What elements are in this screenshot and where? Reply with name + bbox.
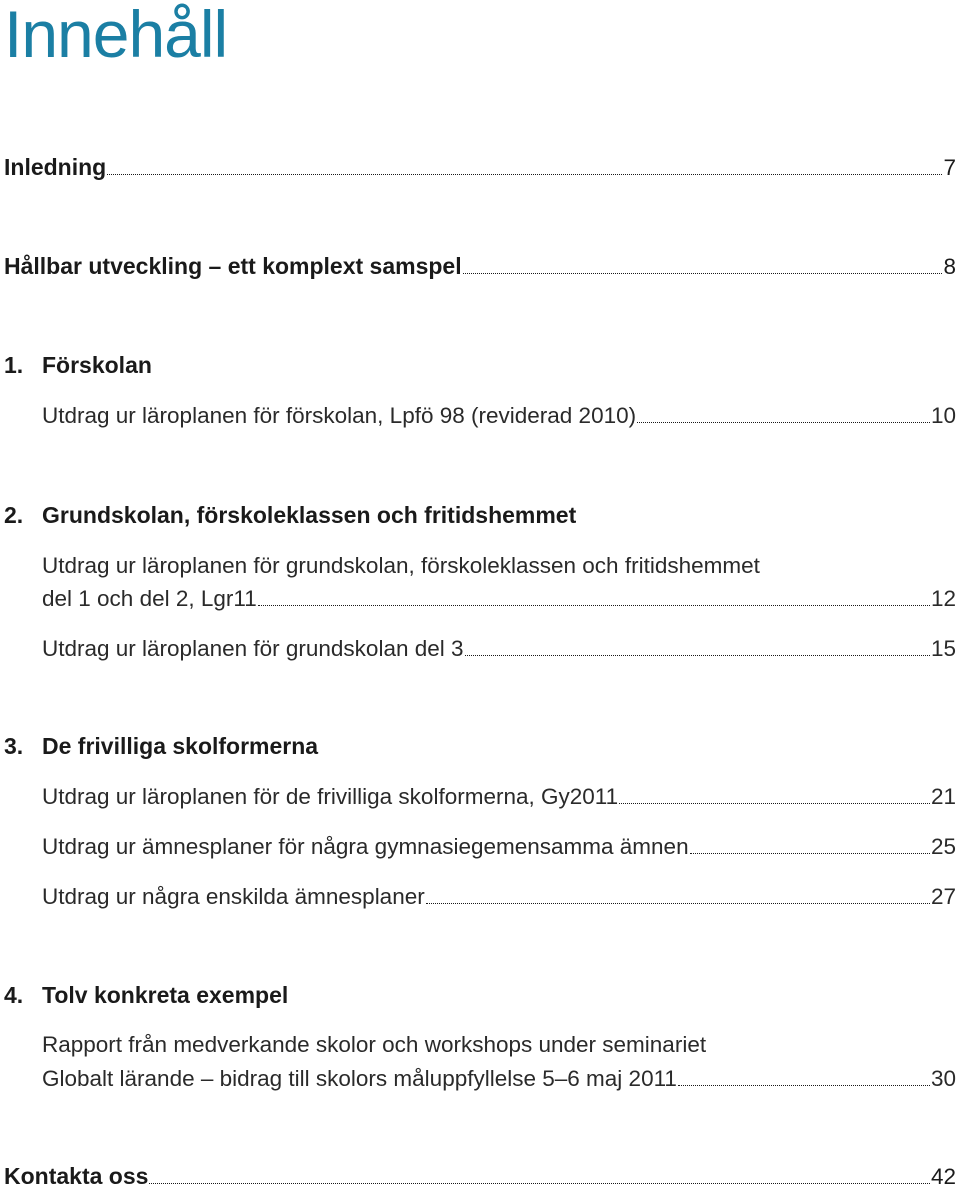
toc-entry-gymnasiegemensamma[interactable] (42, 834, 956, 860)
dot-leader (678, 1085, 930, 1086)
toc-entry-rapport-line1[interactable] (42, 1032, 706, 1058)
dot-leader (465, 655, 930, 656)
toc-page-number: 7 (943, 155, 956, 180)
section-heading-label: Tolv konkreta exempel (42, 982, 289, 1008)
toc-page-number: 8 (943, 254, 956, 279)
toc-section-heading-3 (4, 733, 318, 760)
dot-leader (637, 422, 930, 423)
toc-entry-lpfo98[interactable] (42, 403, 956, 429)
toc-page-number: 30 (930, 1066, 956, 1091)
dot-leader (690, 853, 930, 854)
toc-page-number: 12 (930, 586, 956, 611)
toc-section-heading-1 (4, 352, 152, 379)
dot-leader (149, 1183, 930, 1184)
toc-entry-lgr11[interactable] (42, 586, 956, 612)
toc-section-heading-4 (4, 982, 288, 1009)
toc-entry-label: Rapport från medverkande skolor och workshops under seminariet (42, 1032, 707, 1057)
dot-leader (258, 605, 930, 606)
section-heading-label: Grundskolan, förskoleklassen och fritidshemmet (42, 502, 577, 528)
toc-entry-hallbar-utveckling[interactable] (4, 253, 956, 280)
section-heading-label: Förskolan (42, 352, 152, 378)
section-heading-label: De frivilliga skolformerna (42, 733, 319, 759)
toc-entry-label: Hållbar utveckling – ett komplext samspel (4, 253, 462, 279)
toc-entry-label: Utdrag ur några enskilda ämnesplaner (42, 884, 425, 909)
dot-leader (107, 174, 942, 175)
dot-leader (426, 903, 930, 904)
toc-entry-label: Utdrag ur läroplanen för grundskolan, förskoleklassen och fritidshemmet (42, 553, 760, 578)
toc-page-number: 27 (930, 884, 956, 909)
toc-entry-label: Inledning (4, 154, 107, 180)
toc-entry-inledning[interactable] (4, 154, 956, 181)
section-number: 3. (4, 733, 24, 759)
toc-entry-kontakta-oss[interactable] (4, 1163, 956, 1190)
toc-entry-label: Kontakta oss (4, 1163, 149, 1189)
toc-entry-grundskolan-del3[interactable] (42, 636, 956, 662)
toc-entry-gy2011[interactable] (42, 784, 956, 810)
toc-entry-lgr11-line1[interactable] (42, 553, 760, 579)
toc-entry-label: Utdrag ur läroplanen för grundskolan del 3 (42, 636, 464, 661)
page-title: Innehåll (4, 0, 228, 71)
dot-leader (463, 273, 943, 274)
dot-leader (619, 803, 930, 804)
section-number: 1. (4, 352, 24, 378)
toc-page-number: 15 (930, 636, 956, 661)
toc-section-heading-2 (4, 502, 576, 529)
toc-page-number: 25 (930, 834, 956, 859)
section-number: 2. (4, 502, 24, 528)
toc-entry-label: Utdrag ur ämnesplaner för några gymnasiegemensamma ämnen (42, 834, 689, 859)
toc-page-number: 21 (930, 784, 956, 809)
section-number: 4. (4, 982, 24, 1008)
toc-entry-label: Globalt lärande – bidrag till skolors måluppfyllelse 5–6 maj 2011 (42, 1066, 677, 1091)
toc-page-number: 10 (930, 403, 956, 428)
toc-entry-enskilda-amnesplaner[interactable] (42, 884, 956, 910)
toc-entry-label: Utdrag ur läroplanen för förskolan, Lpfö 98 (reviderad 2010) (42, 403, 637, 428)
toc-entry-label: del 1 och del 2, Lgr11 (42, 586, 257, 611)
toc-page-number: 42 (930, 1164, 956, 1189)
toc-entry-label: Utdrag ur läroplanen för de frivilliga skolformerna, Gy2011 (42, 784, 619, 809)
toc-entry-rapport[interactable] (42, 1066, 956, 1092)
